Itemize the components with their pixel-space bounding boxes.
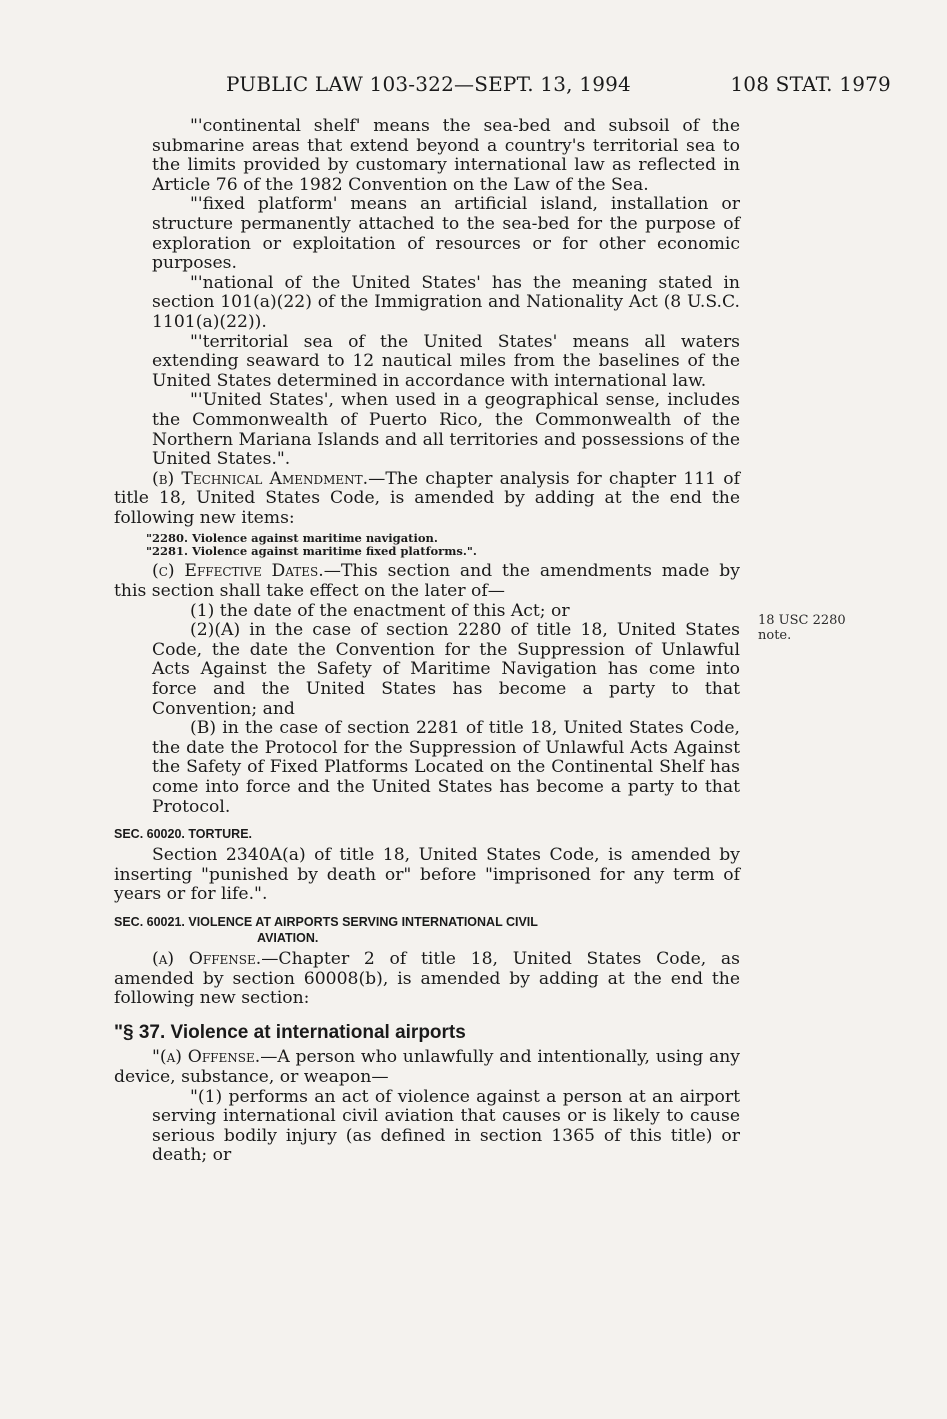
margin-note-line2: note.	[758, 628, 792, 643]
sec-60021-offense	[114, 950, 740, 1009]
sec-60021-offense-label: (a) Offense.	[152, 948, 262, 969]
statute-page: 108 STAT. 1979	[730, 72, 891, 96]
sec-60021-heading-line2: AVIATION.	[257, 930, 319, 945]
effective-dates-label: (c) Effective Dates.	[152, 561, 324, 582]
definition-continental-shelf: "'continental shelf' means the sea-bed and subsoil of the submarine areas that extend beyond a country's territorial sea to the limits provided by customary international law as reflected in Article 76 of the 1982 Convention on the Law of the Sea.	[152, 116, 740, 195]
definition-united-states: "'United States', when used in a geographical sense, includes the Commonwealth of Puerto Rico, the Commonwealth of the Northern Mariana Islands and all territories and possessions of the United States.".	[152, 390, 740, 470]
definition-territorial-sea: "'territorial sea of the United States' means all waters extending seaward to 12 nautical miles from the baselines of the United States determined in accordance with international law.	[152, 331, 740, 391]
section-37-offense	[114, 1048, 740, 1087]
margin-note	[758, 613, 878, 643]
technical-amendment-label: (b) Technical Amendment.	[152, 468, 369, 489]
effective-dates-item-2b: (B) in the case of section 2281 of title 18, United States Code, the date the Protocol for the Suppression of Unlawful Acts Against the Safety of Fixed Platforms Located on the Continental Shelf has come into force and the United States has become a party to that Protocol.	[152, 718, 740, 817]
margin-note-line1: 18 USC 2280	[758, 613, 846, 628]
new-item-2280: "2280. Violence against maritime navigation.	[146, 531, 438, 546]
sec-60020-text: Section 2340A(a) of title 18, United States Code, is amended by inserting "punished by death or" before "imprisoned for any term of years or for life.".	[114, 845, 740, 905]
technical-amendment	[114, 470, 740, 529]
effective-dates	[114, 562, 740, 601]
section-37-offense-text: —A person who unlawfully and intentionally, using any device, substance, or weapon—	[114, 1047, 740, 1087]
section-37-item-1: "(1) performs an act of violence against a person at an airport serving international civil aviation that causes or is likely to cause serious bodily injury (as defined in section 1365 of this title) or death; or	[152, 1086, 740, 1166]
section-37-heading: "§ 37. Violence at international airports	[114, 1021, 466, 1043]
new-item-2281: "2281. Violence against maritime fixed platforms.".	[146, 544, 477, 559]
law-citation: PUBLIC LAW 103-322—SEPT. 13, 1994	[226, 72, 631, 96]
section-37-offense-label: "(a) Offense.	[152, 1047, 261, 1068]
sec-60021-heading	[114, 914, 740, 946]
sec-60021-heading-line1: SEC. 60021. VIOLENCE AT AIRPORTS SERVING INTERNATIONAL CIVIL	[114, 914, 538, 929]
effective-dates-item-2a: (2)(A) in the case of section 2280 of title 18, United States Code, the date the Convention for the Suppression of Unlawful Acts Against the Safety of Maritime Navigation has come into force and the United States has become a party to that Convention; and	[152, 620, 740, 719]
definition-fixed-platform: "'fixed platform' means an artificial island, installation or structure permanently attached to the sea-bed for the purpose of exploration or exploitation of resources or for other economic purposes.	[152, 194, 740, 274]
effective-dates-text: —This section and the amendments made by this section shall take effect on the later of—	[114, 561, 740, 602]
sec-60021-offense-text: —Chapter 2 of title 18, United States Code, as amended by section 60008(b), is amended by adding at the end the following new section:	[114, 948, 740, 1009]
body-text	[114, 117, 740, 1166]
sec-60020-heading: SEC. 60020. TORTURE.	[114, 827, 253, 842]
effective-dates-item-1: (1) the date of the enactment of this Act; or	[190, 600, 570, 621]
page-header	[0, 72, 947, 108]
technical-amendment-text: —The chapter analysis for chapter 111 of title 18, United States Code, is amended by adding at the end the following new items:	[114, 468, 740, 528]
definition-national: "'national of the United States' has the meaning stated in section 101(a)(22) of the Immigration and Nationality Act (8 U.S.C. 1101(a)(22)).	[152, 272, 740, 332]
